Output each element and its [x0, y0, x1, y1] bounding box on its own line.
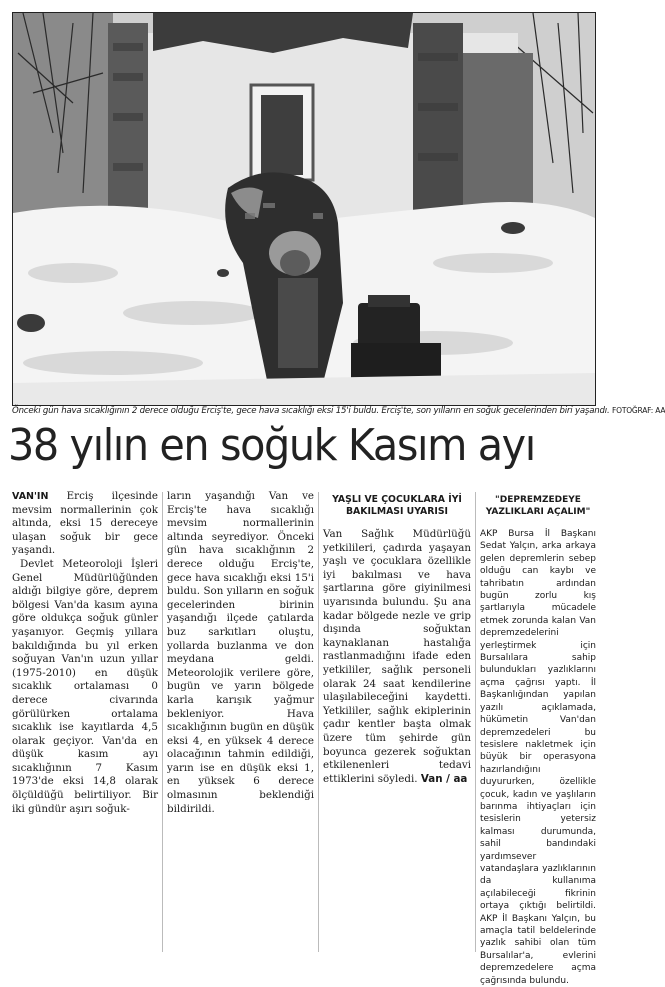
photo-caption: [12, 406, 665, 416]
headline: 38 yılın en soğuk Kasım ayı: [8, 420, 535, 471]
news-photo: [12, 12, 596, 406]
column-divider: [162, 492, 163, 952]
snow-scene-image: [13, 13, 595, 405]
lead-word: VAN'IN: [12, 491, 49, 502]
paragraph: ların yaşandığı Van ve Erciş'te hava sıcaklığı mevsim normallerinin altında seyrediyor. Önceki gün hava sıcaklığının 2 derece olduğu Erciş'te, gece hava sıcaklığı eksi 15'i buldu. Son yılların en soğuk gecelerinden birinin yaşandığı ilçede çatılarda buz sarkıtları oluştu, yollarda buzlanma ve don meydana geldi. Meteorolojik verilere göre, bugün ve yarın bölgede karla karışık yağmur bekleniyor. Hava sıcaklığının bugün en düşük eksi 4, en yüksek 4 derece olacağının tahmin edildiği, yarın ise en düşük eksi 1, en yüksek 6 derece olmasının beklendiği bildirildi.: [167, 490, 314, 815]
column-divider: [475, 492, 476, 952]
paragraph: [323, 528, 471, 786]
paragraph-text: Van Sağlık Müdürlüğü yetkilileri, çadırda yaşayan yaşlı ve çocuklara özellikle iyi bakılması ve hava şartlarına göre giyinilmesi uyarısında bulundu. Şu ana kadar bölgede nezle ve grip dışında soğuktan kaynaklanan hastalığa rastlanmadığını ifade eden yetkililer, sağlık personeli olarak 24 saat kendilerine ulaşılabileceğini kaydetti. Yetkililer, sağlık ekiplerinin çadır kentler başta olmak üzere tüm şehirde gün boyunca gezerek soğuktan etkilenenleri tedavi ettiklerini söyledi.: [323, 528, 471, 785]
subheading: YAŞLI VE ÇOCUKLARA İYİ BAKILMASI UYARISI: [332, 494, 462, 517]
paragraph-text: Erciş ilçesinde mevsim normallerinin çok altında, eksi 15 dereceye ulaşan soğuk bir gece yaşandı.: [12, 490, 158, 557]
paragraph: [12, 490, 158, 558]
signature: Van / aa: [420, 772, 468, 785]
photo-credit: FOTOĞRAF: AA: [612, 406, 665, 415]
column-divider: [318, 492, 319, 952]
caption-text: Önceki gün hava sıcaklığının 2 derece olduğu Erciş'te, gece hava sıcaklığı eksi 15'i buldu. Erciş'te, son yılların en soğuk gecelerinden biri yaşandı.: [12, 406, 610, 416]
paragraph: Devlet Meteoroloji İşleri Genel Müdürlüğünden aldığı bilgiye göre, deprem bölgesi Van'da kasım ayına göre oldukça soğuk günler yaşanıyor. Geçmiş yıllara bakıldığında bu yıl erken soğuyan Van'ın uzun yıllar (1975-2010) en düşük sıcaklık ortalaması 0 derece civarında görülürken ortalama sıcaklık ise kayıtlarda 4,5 olarak geçiyor. Van'da en düşük kasım ayı sıcaklığının 7 Kasım 1973'de eksi 14,8 olarak ölçüldüğü belirtiliyor. Bir iki gündür aşırı soğuk-: [12, 557, 158, 815]
subheading: "DEPREMZEDEYE YAZLIKLARI AÇALIM": [485, 495, 591, 517]
sidebar-column: [480, 490, 596, 987]
paragraph: AKP Bursa İl Başkanı Sedat Yalçın, arka arkaya gelen depremlerin sebep olduğu can kaybı ve tahribatın ardından bugün zorlu kış şartlarıyla mücadele etmek zorunda kalan Van depremzedelerini yerleştirmek için Bursalılara sahip bulundukları yazlıklarını açma çağrısı yaptı. İl Başkanlığından yapılan yazılı açıklamada, hükümetin Van'dan depremzedeleri bu tesislere nakletmek için büyük bir operasyona hazırlandığını duyururken, özellikle çocuk, kadın ve yaşlıların barınma ihtiyaçları için tesislerin yetersiz kalması durumunda, sahil bandındaki yardımsever vatandaşlara yazlıklarının da kullanıma açılabileceği fikrinin ortaya çıktığı belirtildi. AKP İl Başkanı Yalçın, bu amaçla tatil beldelerinde yazlık sahibi olan tüm Bursalılar'a, evlerini depremzedelere açma çağrısında bulundu.: [480, 529, 596, 986]
article-column-3: [323, 490, 471, 786]
article-column-2: [167, 490, 314, 816]
article-column-1: [12, 490, 158, 816]
